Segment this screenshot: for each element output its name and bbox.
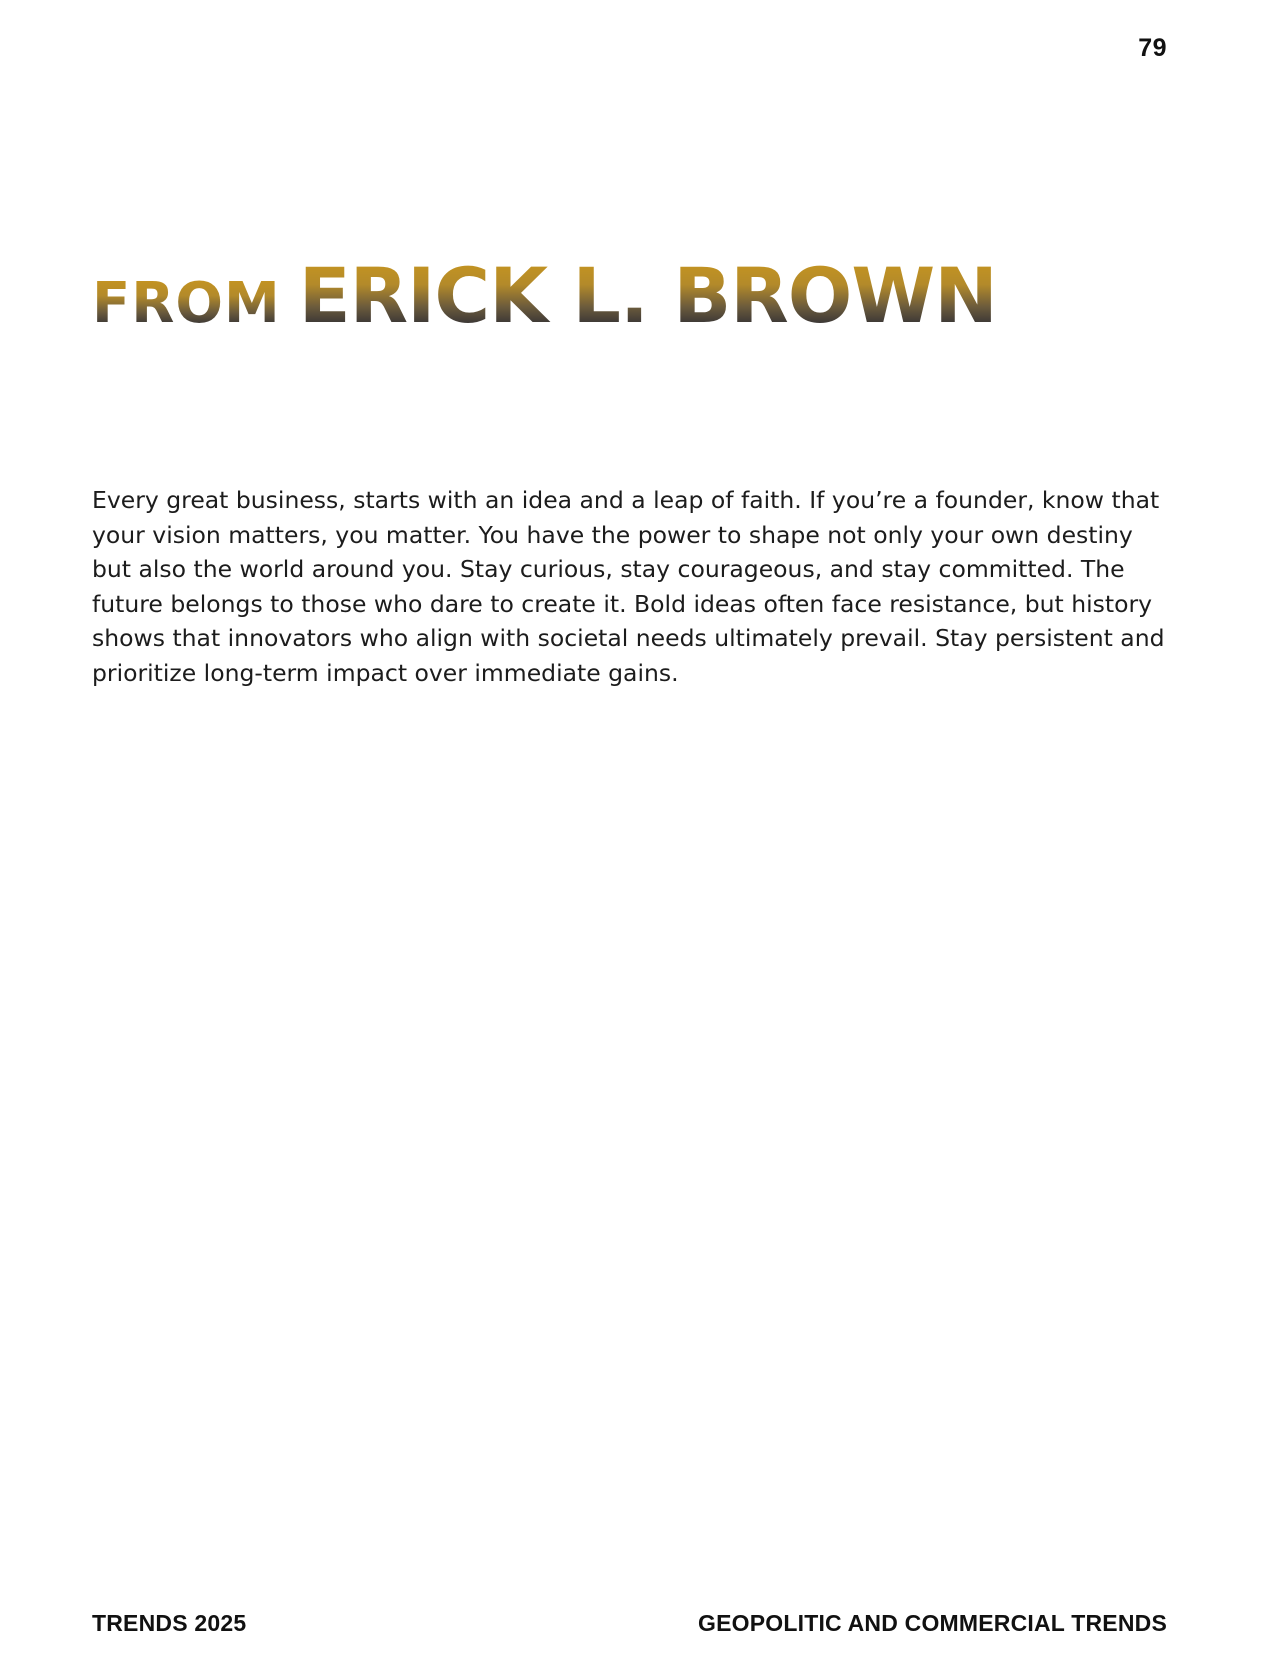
footer-section-title: GEOPOLITIC AND COMMERCIAL TRENDS	[698, 1610, 1167, 1636]
headline-name: ERICK L. BROWN	[298, 251, 997, 340]
headline-prefix: FROM	[92, 271, 281, 336]
page-title	[92, 251, 1092, 340]
footer-publication-title: TRENDS 2025	[92, 1610, 247, 1636]
body-paragraph: Every great business, starts with an idea and a leap of faith. If you’re a founder, know that your vision matters, you matter. You have the power to shape not only your own destiny but also the world around you. Stay curious, stay courageous, and stay committed. The future belongs to those who dare to create it. Bold ideas often face resistance, but history shows that innovators who align with societal needs ultimately prevail. Stay persistent and prioritize long-term impact over immediate gains.	[92, 486, 1165, 687]
page-number: 79	[1138, 34, 1167, 62]
